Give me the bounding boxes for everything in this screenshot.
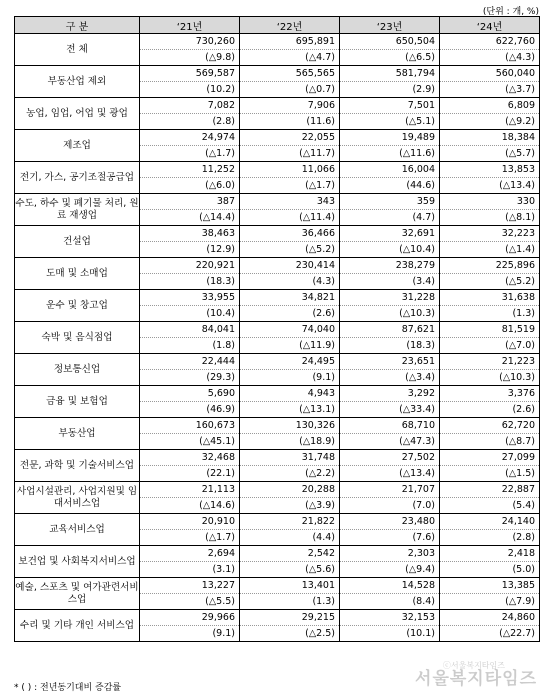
count-value: 62,720 xyxy=(440,418,539,434)
change-rate: (3.1) xyxy=(212,564,235,575)
header-2021: ‘21년 xyxy=(140,17,240,34)
count-value: 160,673 xyxy=(140,418,239,434)
count-value: 18,384 xyxy=(440,130,539,146)
count-value: 81,519 xyxy=(440,322,539,338)
change-rate: (△3.4) xyxy=(405,372,435,383)
year-cell xyxy=(440,546,540,578)
header-category: 구 분 xyxy=(15,17,140,34)
change-rate: (△1.4) xyxy=(505,244,535,255)
count-value: 7,082 xyxy=(140,98,239,114)
year-cell xyxy=(340,514,440,546)
year-cell xyxy=(340,418,440,450)
change-rate: (△5.6) xyxy=(305,564,335,575)
change-rate: (△5.7) xyxy=(505,148,535,159)
year-cell xyxy=(240,514,340,546)
change-rate: (9.1) xyxy=(212,628,235,639)
count-value: 24,140 xyxy=(440,514,539,530)
count-value: 21,707 xyxy=(340,482,439,498)
table-row xyxy=(15,194,540,226)
table-row xyxy=(15,354,540,386)
change-rate: (△6.0) xyxy=(205,180,235,191)
change-rate: (4.3) xyxy=(312,276,335,287)
watermark-sub: ⓒ서울복지타임즈 xyxy=(442,661,505,670)
count-value: 13,401 xyxy=(240,578,339,594)
change-rate: (△8.7) xyxy=(505,436,535,447)
table-row xyxy=(15,130,540,162)
year-cell xyxy=(340,450,440,482)
stats-table xyxy=(14,16,540,642)
change-rate: (2.9) xyxy=(412,84,435,95)
change-rate: (△1.7) xyxy=(205,532,235,543)
year-cell xyxy=(440,226,540,258)
table-row xyxy=(15,162,540,194)
year-cell xyxy=(240,98,340,130)
count-value: 13,227 xyxy=(140,578,239,594)
count-value: 34,821 xyxy=(240,290,339,306)
change-rate: (△2.2) xyxy=(305,468,335,479)
year-cell xyxy=(140,322,240,354)
year-cell xyxy=(240,162,340,194)
change-rate: (46.9) xyxy=(206,404,235,415)
table-body xyxy=(15,34,540,642)
count-value: 23,480 xyxy=(340,514,439,530)
change-rate: (△5.5) xyxy=(205,596,235,607)
row-category: 사업시설관리, 사업지원및 임대서비스업 xyxy=(15,482,140,514)
change-rate: (△13.1) xyxy=(299,404,335,415)
year-cell xyxy=(340,34,440,66)
change-rate: (△6.5) xyxy=(405,52,435,63)
count-value: 14,528 xyxy=(340,578,439,594)
change-rate: (△3.9) xyxy=(305,500,335,511)
count-value: 31,638 xyxy=(440,290,539,306)
change-rate: (△7.0) xyxy=(505,340,535,351)
change-rate: (10.1) xyxy=(406,628,435,639)
year-cell xyxy=(340,354,440,386)
count-value: 7,906 xyxy=(240,98,339,114)
year-cell xyxy=(440,322,540,354)
year-cell xyxy=(440,258,540,290)
change-rate: (△10.4) xyxy=(399,244,435,255)
count-value: 74,040 xyxy=(240,322,339,338)
change-rate: (△10.3) xyxy=(399,308,435,319)
row-category: 부동산업 xyxy=(15,418,140,450)
year-cell xyxy=(140,610,240,642)
year-cell xyxy=(240,610,340,642)
year-cell xyxy=(140,546,240,578)
change-rate: (2.6) xyxy=(312,308,335,319)
year-cell xyxy=(340,610,440,642)
row-category: 금융 및 보험업 xyxy=(15,386,140,418)
change-rate: (△0.7) xyxy=(305,84,335,95)
count-value: 19,489 xyxy=(340,130,439,146)
year-cell xyxy=(440,66,540,98)
change-rate: (12.9) xyxy=(206,244,235,255)
row-category: 정보통신업 xyxy=(15,354,140,386)
count-value: 33,955 xyxy=(140,290,239,306)
year-cell xyxy=(240,258,340,290)
year-cell xyxy=(340,386,440,418)
year-cell xyxy=(340,194,440,226)
watermark: 서울복지타임즈 xyxy=(415,669,537,689)
count-value: 20,288 xyxy=(240,482,339,498)
change-rate: (11.6) xyxy=(306,116,335,127)
change-rate: (△11.7) xyxy=(299,148,335,159)
table-row xyxy=(15,226,540,258)
change-rate: (△47.3) xyxy=(399,436,435,447)
year-cell xyxy=(140,66,240,98)
count-value: 3,292 xyxy=(340,386,439,402)
year-cell xyxy=(440,194,540,226)
count-value: 27,502 xyxy=(340,450,439,466)
count-value: 32,468 xyxy=(140,450,239,466)
year-cell xyxy=(340,322,440,354)
count-value: 68,710 xyxy=(340,418,439,434)
row-category: 전기, 가스, 공기조절공급업 xyxy=(15,162,140,194)
change-rate: (44.6) xyxy=(406,180,435,191)
row-category: 수리 및 기타 개인 서비스업 xyxy=(15,610,140,642)
change-rate: (△5.2) xyxy=(505,276,535,287)
count-value: 22,887 xyxy=(440,482,539,498)
change-rate: (△1.7) xyxy=(205,148,235,159)
count-value: 2,303 xyxy=(340,546,439,562)
year-cell xyxy=(240,34,340,66)
count-value: 330 xyxy=(440,194,539,210)
year-cell xyxy=(140,290,240,322)
count-value: 622,760 xyxy=(440,34,539,50)
header-2023: ‘23년 xyxy=(340,17,440,34)
year-cell xyxy=(240,546,340,578)
year-cell xyxy=(240,354,340,386)
year-cell xyxy=(340,162,440,194)
count-value: 2,694 xyxy=(140,546,239,562)
change-rate: (18.3) xyxy=(206,276,235,287)
change-rate: (10.4) xyxy=(206,308,235,319)
table-row xyxy=(15,290,540,322)
change-rate: (△33.4) xyxy=(399,404,435,415)
count-value: 29,215 xyxy=(240,610,339,626)
change-rate: (△4.7) xyxy=(305,52,335,63)
change-rate: (△11.9) xyxy=(299,340,335,351)
year-cell xyxy=(140,578,240,610)
row-category: 수도, 하수 및 폐기물 처리, 원료 재생업 xyxy=(15,194,140,226)
footnote: * ( ) : 전년동기대비 증감률 xyxy=(14,683,122,693)
table-row xyxy=(15,322,540,354)
count-value: 343 xyxy=(240,194,339,210)
year-cell xyxy=(340,226,440,258)
year-cell xyxy=(340,98,440,130)
change-rate: (7.6) xyxy=(412,532,435,543)
change-rate: (△14.4) xyxy=(199,212,235,223)
change-rate: (△8.1) xyxy=(505,212,535,223)
change-rate: (5.4) xyxy=(512,500,535,511)
table-row xyxy=(15,546,540,578)
count-value: 238,279 xyxy=(340,258,439,274)
count-value: 16,004 xyxy=(340,162,439,178)
count-value: 6,809 xyxy=(440,98,539,114)
count-value: 22,055 xyxy=(240,130,339,146)
count-value: 32,153 xyxy=(340,610,439,626)
count-value: 22,444 xyxy=(140,354,239,370)
count-value: 21,223 xyxy=(440,354,539,370)
year-cell xyxy=(240,226,340,258)
count-value: 20,910 xyxy=(140,514,239,530)
year-cell xyxy=(440,514,540,546)
change-rate: (△2.5) xyxy=(305,628,335,639)
year-cell xyxy=(440,130,540,162)
change-rate: (5.0) xyxy=(512,564,535,575)
count-value: 2,418 xyxy=(440,546,539,562)
row-category: 운수 및 창고업 xyxy=(15,290,140,322)
count-value: 23,651 xyxy=(340,354,439,370)
year-cell xyxy=(440,34,540,66)
count-value: 5,690 xyxy=(140,386,239,402)
header-2024: ‘24년 xyxy=(440,17,540,34)
year-cell xyxy=(140,258,240,290)
year-cell xyxy=(340,578,440,610)
table-row xyxy=(15,34,540,66)
row-category: 전 체 xyxy=(15,34,140,66)
table-row xyxy=(15,514,540,546)
year-cell xyxy=(140,194,240,226)
count-value: 13,853 xyxy=(440,162,539,178)
table-row xyxy=(15,418,540,450)
year-cell xyxy=(340,546,440,578)
change-rate: (△1.7) xyxy=(305,180,335,191)
count-value: 84,041 xyxy=(140,322,239,338)
year-cell xyxy=(440,610,540,642)
year-cell xyxy=(440,482,540,514)
change-rate: (2.6) xyxy=(512,404,535,415)
change-rate: (△9.4) xyxy=(405,564,435,575)
year-cell xyxy=(140,226,240,258)
year-cell xyxy=(140,354,240,386)
change-rate: (△9.2) xyxy=(505,116,535,127)
change-rate: (8.4) xyxy=(412,596,435,607)
count-value: 32,691 xyxy=(340,226,439,242)
change-rate: (2.8) xyxy=(512,532,535,543)
change-rate: (△5.1) xyxy=(405,116,435,127)
year-cell xyxy=(440,290,540,322)
year-cell xyxy=(440,578,540,610)
year-cell xyxy=(440,98,540,130)
year-cell xyxy=(240,482,340,514)
year-cell xyxy=(240,450,340,482)
table-row xyxy=(15,482,540,514)
year-cell xyxy=(140,130,240,162)
year-cell xyxy=(240,418,340,450)
year-cell xyxy=(140,514,240,546)
year-cell xyxy=(140,482,240,514)
change-rate: (3.4) xyxy=(412,276,435,287)
row-category: 보건업 및 사회복지서비스업 xyxy=(15,546,140,578)
count-value: 13,385 xyxy=(440,578,539,594)
count-value: 581,794 xyxy=(340,66,439,82)
table-row xyxy=(15,66,540,98)
year-cell xyxy=(140,418,240,450)
change-rate: (△45.1) xyxy=(199,436,235,447)
year-cell xyxy=(140,34,240,66)
change-rate: (△7.9) xyxy=(505,596,535,607)
count-value: 21,113 xyxy=(140,482,239,498)
change-rate: (1.8) xyxy=(212,340,235,351)
year-cell xyxy=(140,162,240,194)
count-value: 3,376 xyxy=(440,386,539,402)
count-value: 220,921 xyxy=(140,258,239,274)
count-value: 730,260 xyxy=(140,34,239,50)
row-category: 건설업 xyxy=(15,226,140,258)
change-rate: (22.1) xyxy=(206,468,235,479)
year-cell xyxy=(340,66,440,98)
change-rate: (7.0) xyxy=(412,500,435,511)
table-row xyxy=(15,98,540,130)
year-cell xyxy=(140,98,240,130)
year-cell xyxy=(440,450,540,482)
change-rate: (△4.3) xyxy=(505,52,535,63)
change-rate: (△22.7) xyxy=(499,628,535,639)
count-value: 27,099 xyxy=(440,450,539,466)
change-rate: (△10.3) xyxy=(499,372,535,383)
year-cell xyxy=(140,450,240,482)
count-value: 38,463 xyxy=(140,226,239,242)
table-row xyxy=(15,450,540,482)
change-rate: (△3.7) xyxy=(505,84,535,95)
change-rate: (△5.2) xyxy=(305,244,335,255)
year-cell xyxy=(340,290,440,322)
table-row xyxy=(15,578,540,610)
count-value: 130,326 xyxy=(240,418,339,434)
unit-note: (단위 : 개, %) xyxy=(482,7,539,17)
change-rate: (△1.5) xyxy=(505,468,535,479)
table-row xyxy=(15,386,540,418)
change-rate: (9.1) xyxy=(312,372,335,383)
count-value: 11,252 xyxy=(140,162,239,178)
year-cell xyxy=(240,66,340,98)
count-value: 565,565 xyxy=(240,66,339,82)
year-cell xyxy=(340,482,440,514)
year-cell xyxy=(240,386,340,418)
change-rate: (△18.9) xyxy=(299,436,335,447)
row-category: 교육서비스업 xyxy=(15,514,140,546)
change-rate: (1.3) xyxy=(312,596,335,607)
row-category: 농업, 임업, 어업 및 광업 xyxy=(15,98,140,130)
change-rate: (△11.4) xyxy=(299,212,335,223)
year-cell xyxy=(240,290,340,322)
year-cell xyxy=(240,130,340,162)
count-value: 2,542 xyxy=(240,546,339,562)
row-category: 부동산업 제외 xyxy=(15,66,140,98)
count-value: 87,621 xyxy=(340,322,439,338)
count-value: 560,040 xyxy=(440,66,539,82)
change-rate: (18.3) xyxy=(406,340,435,351)
row-category: 예술, 스포츠 및 여가관련서비스업 xyxy=(15,578,140,610)
count-value: 21,822 xyxy=(240,514,339,530)
count-value: 387 xyxy=(140,194,239,210)
year-cell xyxy=(340,130,440,162)
change-rate: (10.2) xyxy=(206,84,235,95)
count-value: 29,966 xyxy=(140,610,239,626)
year-cell xyxy=(440,418,540,450)
row-category: 도매 및 소매업 xyxy=(15,258,140,290)
change-rate: (4.7) xyxy=(412,212,435,223)
table-row xyxy=(15,258,540,290)
count-value: 24,495 xyxy=(240,354,339,370)
header-2022: ‘22년 xyxy=(240,17,340,34)
change-rate: (△11.6) xyxy=(399,148,435,159)
year-cell xyxy=(340,258,440,290)
change-rate: (△13.4) xyxy=(499,180,535,191)
count-value: 225,896 xyxy=(440,258,539,274)
row-category: 전문, 과학 및 기술서비스업 xyxy=(15,450,140,482)
count-value: 31,228 xyxy=(340,290,439,306)
count-value: 695,891 xyxy=(240,34,339,50)
change-rate: (△14.6) xyxy=(199,500,235,511)
year-cell xyxy=(440,162,540,194)
count-value: 32,223 xyxy=(440,226,539,242)
count-value: 4,943 xyxy=(240,386,339,402)
table-row xyxy=(15,610,540,642)
count-value: 24,860 xyxy=(440,610,539,626)
year-cell xyxy=(240,578,340,610)
count-value: 230,414 xyxy=(240,258,339,274)
year-cell xyxy=(440,386,540,418)
change-rate: (△9.8) xyxy=(205,52,235,63)
change-rate: (1.3) xyxy=(512,308,535,319)
count-value: 24,974 xyxy=(140,130,239,146)
count-value: 359 xyxy=(340,194,439,210)
row-category: 숙박 및 음식점업 xyxy=(15,322,140,354)
count-value: 569,587 xyxy=(140,66,239,82)
count-value: 650,504 xyxy=(340,34,439,50)
change-rate: (△13.4) xyxy=(399,468,435,479)
year-cell xyxy=(240,322,340,354)
year-cell xyxy=(440,354,540,386)
change-rate: (2.8) xyxy=(212,116,235,127)
header-row xyxy=(15,17,540,34)
count-value: 31,748 xyxy=(240,450,339,466)
count-value: 7,501 xyxy=(340,98,439,114)
row-category: 제조업 xyxy=(15,130,140,162)
year-cell xyxy=(240,194,340,226)
change-rate: (29.3) xyxy=(206,372,235,383)
change-rate: (4.4) xyxy=(312,532,335,543)
count-value: 11,066 xyxy=(240,162,339,178)
year-cell xyxy=(140,386,240,418)
count-value: 36,466 xyxy=(240,226,339,242)
